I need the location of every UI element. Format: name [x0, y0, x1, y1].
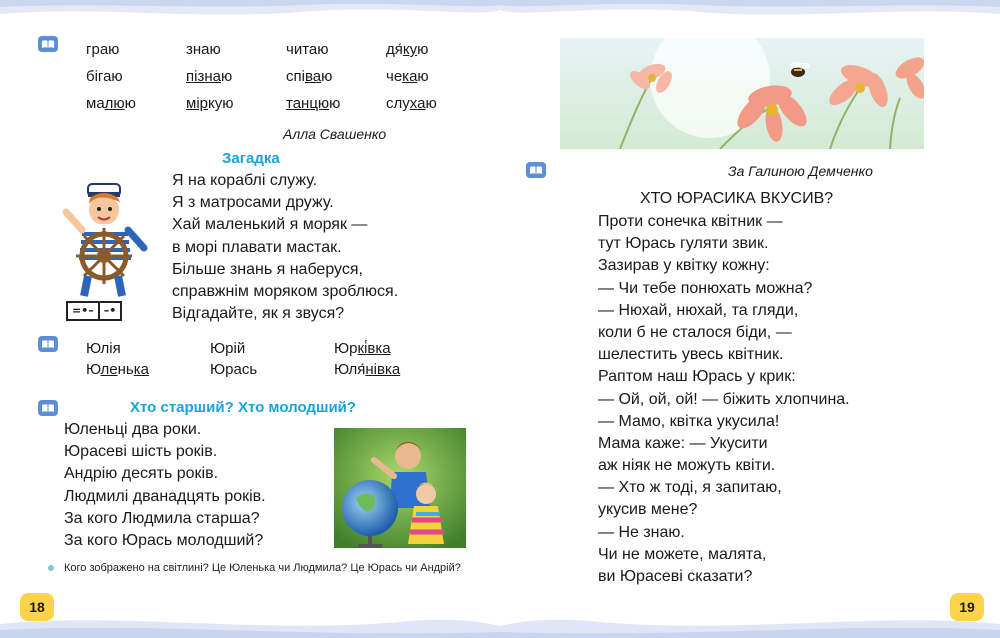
syllable: на [204, 68, 221, 85]
syllable: ю [425, 95, 437, 112]
syllable: кі́ [357, 340, 368, 357]
syllable: ва [304, 68, 322, 85]
syllable: ю [321, 68, 333, 85]
name-cell [334, 361, 458, 378]
grid-row [86, 338, 458, 359]
word-grid [86, 36, 486, 117]
riddle-author: Алла Свашенко [283, 126, 387, 142]
story-line: шелестить увесь квітник. [598, 346, 784, 364]
story-line: укусив мене? [598, 501, 698, 519]
syllable: нь [117, 361, 134, 378]
grid-row [86, 63, 486, 90]
story-line: — Нюхай, нюхай, та гляди, [598, 301, 799, 319]
syllable: слу [386, 95, 410, 112]
syllable: че [386, 68, 403, 85]
syllable: ка [133, 361, 149, 378]
syllable: граю [86, 41, 120, 58]
name-cell [210, 340, 334, 357]
syllable: ні [365, 361, 377, 378]
syllable: ю [124, 95, 136, 112]
syllable: спі [286, 68, 305, 85]
story-line: — Мамо, квітка укусила! [598, 412, 780, 430]
age-line: Людмилі дванадцять років. [64, 487, 266, 505]
syllable: ха [409, 95, 426, 112]
syllable: ку [208, 95, 223, 112]
riddle-line: Більше знань я наберуся, [172, 260, 363, 278]
word-cell [186, 95, 286, 112]
names-grid [86, 338, 458, 380]
cosmos-flowers-bee-photo [560, 38, 924, 149]
syllable: ку [402, 41, 418, 58]
age-line: Юленьці два роки. [64, 421, 202, 438]
riddle-line: справжнім моряком зроблюся. [172, 282, 399, 300]
riddle-line: в морі плавати мастак. [172, 238, 342, 256]
age-line: За кого Людмила старша? [64, 509, 260, 527]
story-line: Зазирав у квітку кожну: [598, 257, 770, 275]
book-icon [526, 162, 546, 178]
story-author: За Галиною Демченко [728, 163, 873, 179]
syllable: Юлія [86, 340, 121, 357]
word-schema [66, 301, 122, 321]
word-cell [186, 68, 286, 85]
children-globe-photo [334, 428, 466, 548]
age-line: Андрію десять років. [64, 465, 219, 483]
word-cell [286, 95, 386, 112]
story-line: — Хто ж тоді, я запитаю, [598, 479, 782, 497]
riddle-line: Я на кораблі служу. [172, 172, 318, 189]
story-line: ви Юрасеві сказати? [598, 568, 753, 585]
syllable: Ю [86, 361, 101, 378]
story-line: — Не знаю. [598, 523, 685, 541]
schema-part-1: =•– [72, 304, 94, 317]
name-cell [86, 340, 210, 357]
story-text [598, 211, 850, 588]
syllable: цю [309, 95, 330, 112]
question-bullet [48, 565, 54, 571]
syllable: Юр [334, 340, 358, 357]
book-icon [38, 36, 58, 52]
age-line: Юрасеві шість років. [64, 443, 218, 461]
sailor-boy-illustration [58, 176, 154, 298]
grid-row [86, 36, 486, 63]
syllable: ю [417, 41, 429, 58]
syllable: Юля́ [334, 361, 366, 378]
riddle-title: Загадка [222, 150, 280, 167]
story-line: Мама каже: — Укусити [598, 434, 768, 452]
syllable: лю [104, 95, 125, 112]
page-number-left: 18 [20, 593, 54, 621]
word-cell [86, 68, 186, 85]
page-number-right: 19 [950, 593, 984, 621]
syllable: ле [100, 361, 118, 378]
story-line: — Ой, ой, ой! — біжить хлопчина. [598, 390, 850, 408]
syllable: знаю [186, 41, 221, 58]
word-cell [186, 41, 286, 58]
story-line: коли б не сталося біди, — [598, 323, 792, 341]
grid-row [86, 359, 458, 380]
syllable: ма [86, 95, 105, 112]
story-line: — Чи тебе понюхать можна? [598, 279, 813, 297]
syllable: ка [402, 68, 418, 85]
word-cell [386, 68, 486, 85]
syllable: вка [376, 361, 401, 378]
riddle-line: Я з матросами дружу. [172, 194, 334, 212]
syllable: мір [186, 95, 208, 112]
book-icon [38, 400, 58, 416]
word-cell [86, 41, 186, 58]
story-title: ХТО ЮРАСИКА ВКУСИВ? [640, 190, 834, 207]
question-text: Кого зображено на світлині? Це Юленька чи Людмила? Це Юрась чи Андрій? [64, 562, 461, 574]
syllable: ю [417, 68, 429, 85]
story-line: тут Юрась гуляти звик. [598, 235, 769, 253]
age-text [64, 419, 266, 552]
grid-row [86, 90, 486, 117]
riddle-line: Хай маленький я моряк — [172, 216, 368, 234]
syllable: дя́ [386, 41, 403, 58]
syllable: читаю [286, 41, 329, 58]
syllable: Юрась [210, 361, 258, 378]
age-title: Хто старший? Хто молодший? [130, 399, 357, 416]
riddle-poem [172, 170, 398, 325]
story-line: Проти сонечка квітник — [598, 213, 783, 230]
story-line: Раптом наш Юрась у крик: [598, 368, 796, 386]
syllable: Юрій [210, 340, 246, 357]
syllable: тан [286, 95, 310, 112]
schema-part-2: –• [98, 303, 121, 319]
syllable: ю [329, 95, 341, 112]
syllable: піз [186, 68, 205, 85]
word-cell [386, 41, 486, 58]
story-line: Чи не можете, малята, [598, 545, 767, 563]
syllable: вка [367, 340, 391, 357]
syllable: ю [222, 95, 234, 112]
word-cell [86, 95, 186, 112]
syllable: бігаю [86, 68, 123, 85]
book-icon [38, 336, 58, 352]
word-cell [386, 95, 486, 112]
story-line: аж ніяк не можуть квіти. [598, 457, 776, 475]
word-cell [286, 68, 386, 85]
name-cell [86, 361, 210, 378]
word-cell [286, 41, 386, 58]
name-cell [210, 361, 334, 378]
name-cell [334, 340, 458, 357]
syllable: ю [220, 68, 233, 85]
age-line: За кого Юрась молодший? [64, 531, 264, 549]
riddle-line: Відгадайте, як я звуся? [172, 305, 345, 323]
